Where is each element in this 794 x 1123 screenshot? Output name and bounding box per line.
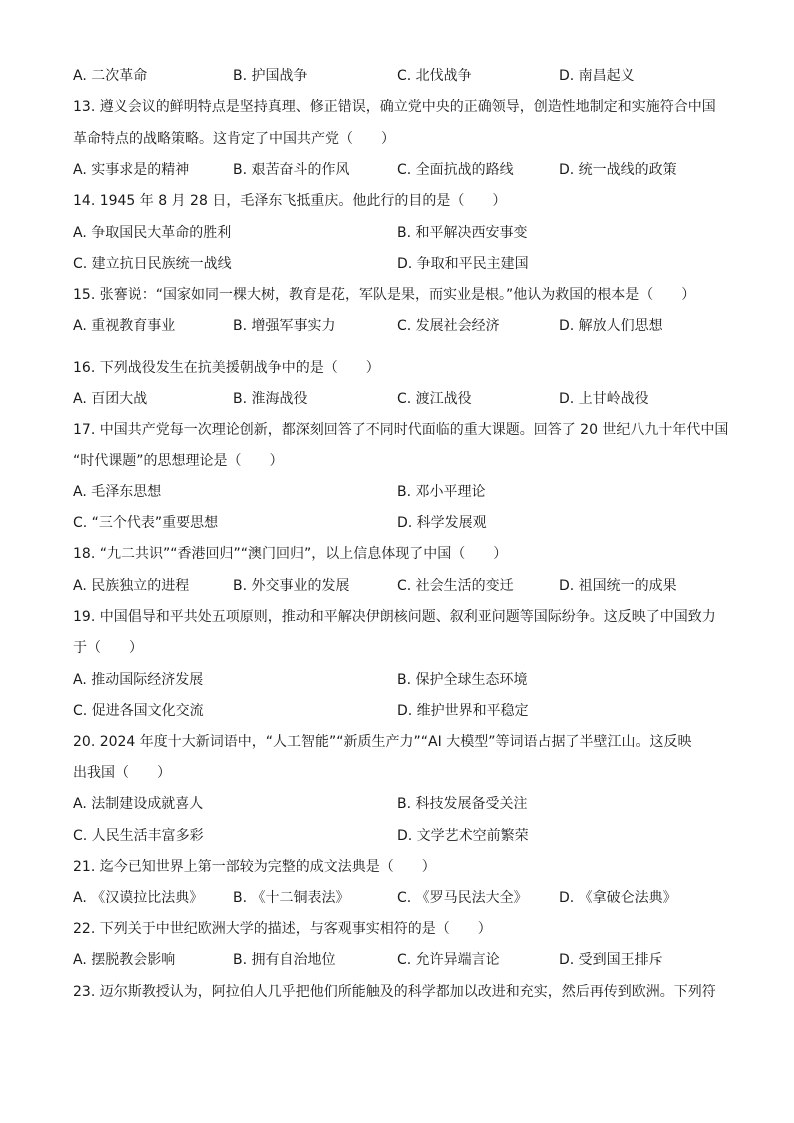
- q20-options-row1: [73, 794, 734, 814]
- q19-stem-line1: 19. 中国倡导和平共处五项原则，推动和平解决伊朗核问题、叙利亚问题等国际纷争。这反映了中国致力: [73, 609, 716, 625]
- q14-option-d[interactable]: D. 争取和平民主建国: [397, 256, 529, 272]
- q13-option-a[interactable]: A. 实事求是的精神: [73, 162, 190, 178]
- q18-options: [73, 576, 734, 596]
- q16-stem-line1: 16. 下列战役发生在抗美援朝战争中的是（ ）: [73, 360, 380, 376]
- q16-option-c[interactable]: C. 渡江战役: [397, 391, 472, 407]
- q19-option-d[interactable]: D. 维护世界和平稳定: [397, 703, 529, 719]
- q18-option-c[interactable]: C. 社会生活的变迁: [397, 578, 514, 594]
- q17-stem-line1: 17. 中国共产党每一次理论创新，都深刻回答了不同时代面临的重大课题。回答了 20 世纪八九十年代中国: [73, 422, 729, 438]
- q20-option-a[interactable]: A. 法制建设成就喜人: [73, 796, 204, 812]
- q17-options-row2: [73, 513, 734, 533]
- q19-option-a[interactable]: A. 推动国际经济发展: [73, 672, 204, 688]
- q17-option-d[interactable]: D. 科学发展观: [397, 515, 487, 531]
- q12-option-a[interactable]: A. 二次革命: [73, 68, 148, 84]
- q18-option-d[interactable]: D. 祖国统一的成果: [559, 578, 677, 594]
- q19-options-row1: [73, 670, 734, 690]
- q13-option-b[interactable]: B. 艰苦奋斗的作风: [233, 162, 350, 178]
- q20-option-d[interactable]: D. 文学艺术空前繁荣: [397, 828, 529, 844]
- q22-option-d[interactable]: D. 受到国王排斥: [559, 952, 663, 968]
- q14-option-a[interactable]: A. 争取国民大革命的胜利: [73, 225, 232, 241]
- q21-option-d[interactable]: D. 《拿破仑法典》: [559, 890, 677, 906]
- q15-option-b[interactable]: B. 增强军事实力: [233, 318, 336, 334]
- q13-option-c[interactable]: C. 全面抗战的路线: [397, 162, 514, 178]
- q16-options: [73, 389, 734, 409]
- q19-stem-line2: 于（ ）: [73, 640, 143, 656]
- q21-option-c[interactable]: C. 《罗马民法大全》: [397, 890, 528, 906]
- q18-option-b[interactable]: B. 外交事业的发展: [233, 578, 350, 594]
- q15-stem-line1: 15. 张謇说：“国家如同一棵大树，教育是花，军队是果，而实业是根。”他认为救国的根本是（ ）: [73, 287, 696, 303]
- q15-options: [73, 316, 734, 336]
- q17-option-c[interactable]: C. “三个代表”重要思想: [73, 515, 219, 531]
- q20-option-c[interactable]: C. 人民生活丰富多彩: [73, 828, 204, 844]
- q22-option-a[interactable]: A. 摆脱教会影响: [73, 952, 176, 968]
- q23-stem-line1: 23. 迈尔斯教授认为，阿拉伯人几乎把他们所能触及的科学都加以改进和充实，然后再传到欧洲。下列符: [73, 984, 716, 1000]
- q12-option-d[interactable]: D. 南昌起义: [559, 68, 635, 84]
- q14-options-row2: [73, 254, 734, 274]
- q21-option-a[interactable]: A. 《汉谟拉比法典》: [73, 890, 204, 906]
- q18-stem-line1: 18. “九二共识”“香港回归”“澳门回归”，以上信息体现了中国（ ）: [73, 546, 508, 562]
- q12-option-b[interactable]: B. 护国战争: [233, 68, 308, 84]
- q20-options-row2: [73, 826, 734, 846]
- q16-option-b[interactable]: B. 淮海战役: [233, 391, 308, 407]
- q21-options: [73, 888, 734, 908]
- q13-option-d[interactable]: D. 统一战线的政策: [559, 162, 677, 178]
- q14-option-b[interactable]: B. 和平解决西安事变: [397, 225, 528, 241]
- q19-options-row2: [73, 701, 734, 721]
- q15-option-a[interactable]: A. 重视教育事业: [73, 318, 176, 334]
- q14-options-row1: [73, 223, 734, 243]
- q16-option-d[interactable]: D. 上甘岭战役: [559, 391, 649, 407]
- q20-stem-line2: 出我国（ ）: [73, 765, 171, 781]
- q17-option-a[interactable]: A. 毛泽东思想: [73, 484, 162, 500]
- q19-option-b[interactable]: B. 保护全球生态环境: [397, 672, 528, 688]
- q13-stem-line2: 革命特点的战略策略。这肯定了中国共产党（ ）: [73, 131, 395, 147]
- q12-options: [73, 66, 734, 86]
- q22-options: [73, 950, 734, 970]
- q20-stem-line1: 20. 2024 年度十大新词语中，“人工智能”“新质生产力”“AI 大模型”等词语占据了半壁江山。这反映: [73, 734, 692, 750]
- q21-option-b[interactable]: B. 《十二铜表法》: [233, 890, 350, 906]
- q20-option-b[interactable]: B. 科技发展备受关注: [397, 796, 528, 812]
- q22-option-c[interactable]: C. 允许异端言论: [397, 952, 500, 968]
- q17-options-row1: [73, 482, 734, 502]
- q22-option-b[interactable]: B. 拥有自治地位: [233, 952, 336, 968]
- q17-stem-line2: “时代课题”的思想理论是（ ）: [73, 453, 284, 469]
- q17-option-b[interactable]: B. 邓小平理论: [397, 484, 486, 500]
- q16-option-a[interactable]: A. 百团大战: [73, 391, 148, 407]
- q15-option-c[interactable]: C. 发展社会经济: [397, 318, 500, 334]
- q22-stem-line1: 22. 下列关于中世纪欧洲大学的描述，与客观事实相符的是（ ）: [73, 921, 492, 937]
- q13-options: [73, 160, 734, 180]
- q21-stem-line1: 21. 迄今已知世界上第一部较为完整的成文法典是（ ）: [73, 859, 436, 875]
- q13-stem-line1: 13. 遵义会议的鲜明特点是坚持真理、修正错误，确立党中央的正确领导，创造性地制定和实施符合中国: [73, 99, 716, 115]
- q18-option-a[interactable]: A. 民族独立的进程: [73, 578, 190, 594]
- q15-option-d[interactable]: D. 解放人们思想: [559, 318, 663, 334]
- q14-stem-line1: 14. 1945 年 8 月 28 日，毛泽东飞抵重庆。他此行的目的是（ ）: [73, 193, 507, 209]
- q12-option-c[interactable]: C. 北伐战争: [397, 68, 472, 84]
- q14-option-c[interactable]: C. 建立抗日民族统一战线: [73, 256, 232, 272]
- q19-option-c[interactable]: C. 促进各国文化交流: [73, 703, 204, 719]
